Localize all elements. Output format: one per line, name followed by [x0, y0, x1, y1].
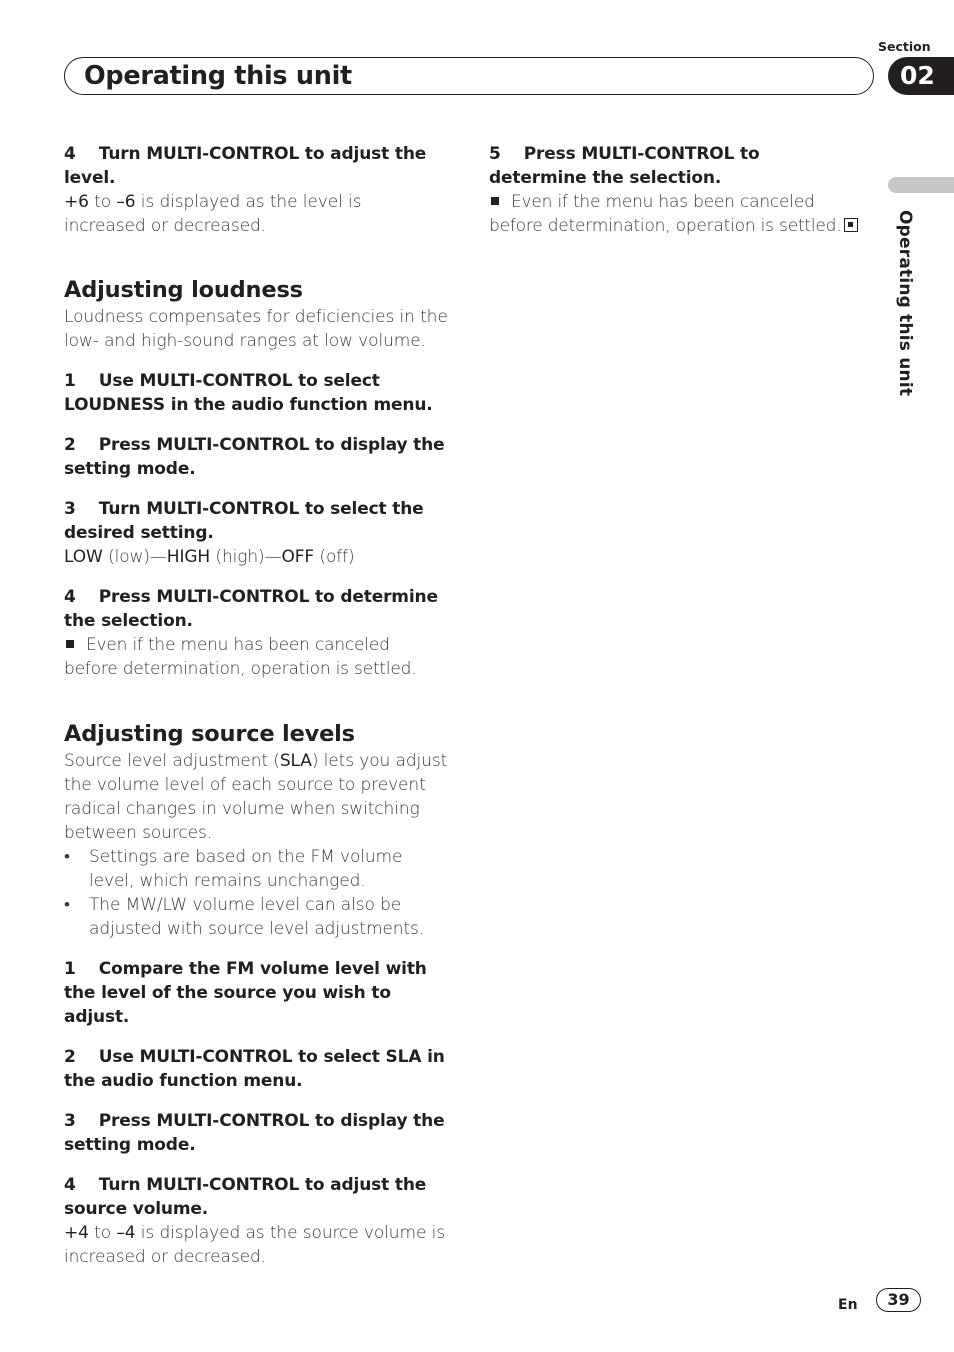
- loudness-intro: Loudness compensates for deficiencies in the low- and high-sound ranges at low volume.: [64, 307, 448, 351]
- bullet-icon: •: [64, 895, 70, 915]
- list-item: • The MW/LW volume level can also be adjusted with source level adjustments.: [64, 895, 425, 939]
- step-heading: 3 Turn MULTI-CONTROL to select the desired setting.: [64, 499, 424, 543]
- section-label: Section: [878, 39, 931, 54]
- note-square-icon: [491, 197, 499, 205]
- loudness-options: LOW (low)—HIGH (high)—OFF (off): [64, 547, 355, 567]
- step-heading: 2 Press MULTI-CONTROL to display the setting mode.: [64, 435, 445, 479]
- source-range-text: +4 to –4 is displayed as the source volume is increased or decreased.: [64, 1223, 445, 1267]
- step-heading: 2 Use MULTI-CONTROL to select SLA in the audio function menu.: [64, 1047, 445, 1091]
- page-number: 39: [876, 1288, 921, 1312]
- bullet-icon: •: [64, 847, 70, 867]
- step-heading: 1 Use MULTI-CONTROL to select LOUDNESS in the audio function menu.: [64, 371, 433, 415]
- note: Even if the menu has been canceled before determination, operation is settled.: [64, 635, 417, 679]
- language-label: En: [838, 1297, 858, 1313]
- note: Even if the menu has been canceled before determination, operation is settled.: [489, 190, 861, 238]
- list-item: • Settings are based on the FM volume level, which remains unchanged.: [64, 847, 403, 891]
- section-heading-loudness: Adjusting loudness: [64, 277, 303, 303]
- left-column: [64, 142, 448, 1269]
- step-heading: 1 Compare the FM volume level with the level of the source you wish to adjust.: [64, 959, 427, 1027]
- section-heading-source-levels: Adjusting source levels: [64, 721, 355, 747]
- step-heading: 4 Press MULTI-CONTROL to determine the selection.: [64, 587, 438, 631]
- end-mark-icon: [844, 218, 858, 232]
- step-heading: 4 Turn MULTI-CONTROL to adjust the level.: [64, 144, 427, 188]
- note-square-icon: [66, 640, 74, 648]
- page-title: Operating this unit: [84, 61, 352, 91]
- source-intro: Source level adjustment (SLA) lets you adjust the volume level of each source to prevent radical changes in volume when switching between sources.: [64, 751, 448, 843]
- section-number: 02: [888, 57, 954, 95]
- right-column: [489, 142, 861, 238]
- side-label: Operating this unit: [895, 210, 915, 397]
- step-heading: 3 Press MULTI-CONTROL to display the setting mode.: [64, 1111, 445, 1155]
- level-range-text: +6 to –6 is displayed as the level is increased or decreased.: [64, 192, 362, 236]
- step-heading: 5 Press MULTI-CONTROL to determine the selection.: [489, 144, 760, 188]
- side-tab-marker: [888, 177, 954, 193]
- step-heading: 4 Turn MULTI-CONTROL to adjust the source volume.: [64, 1175, 427, 1219]
